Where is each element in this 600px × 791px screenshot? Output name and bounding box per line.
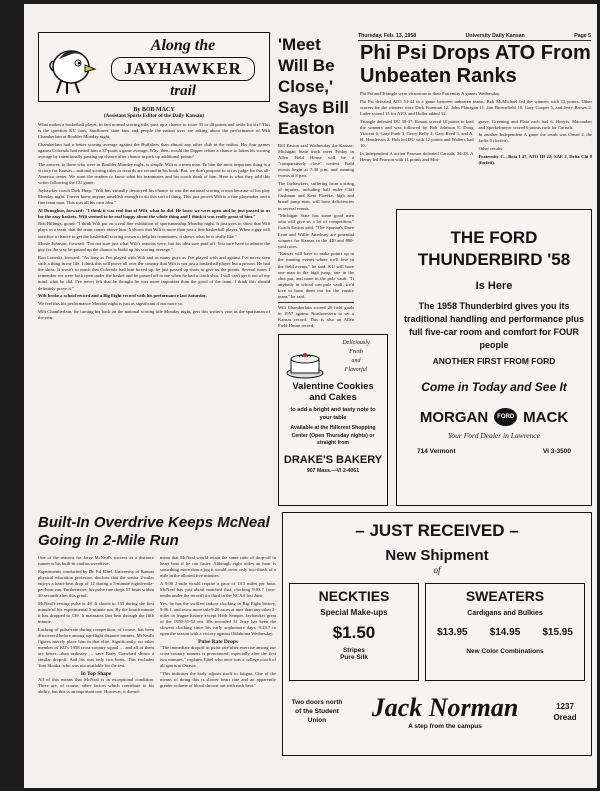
jayhawker-paragraph: Chamberlain had a better scoring average against the Buffaloes than almost any other club in the nation. His four games against Colorado had netted him a 37-point a game average. Why, then, would the Dipper refuse a chance to fatten his scoring average by intentionally passing up chance after chance to pick up additional points? bbox=[38, 141, 270, 160]
newspaper-page bbox=[24, 4, 597, 788]
jack-norman-logo: Jack Norman bbox=[371, 693, 519, 722]
sweaters-price: $15.95 bbox=[542, 627, 573, 638]
jayhawker-paragraph: What makes a basketball player, in fact normal scoring title, pass up a chance to score 35 or 40 points and settle for six? This is the question KU fans, Sunflower state fans and people the nation over are asking about the performance of Wilt Chamberlain at Boulder Monday night. bbox=[38, 122, 270, 140]
header-date: Thursday, Feb. 13, 1958 bbox=[358, 33, 417, 39]
tbird-address: 714 Vermont bbox=[417, 448, 456, 455]
sweaters-line: New Color Combinations bbox=[466, 648, 544, 655]
phipsi-paragraph: Phi Psi and Triangle were victorious in their Fraternity A games Wednesday. bbox=[360, 91, 501, 96]
sweaters-line: Cardigans and Bulkies bbox=[467, 610, 543, 617]
meet-paragraph: "Michigan State has some good men who will give us a lot of competition," Coach Easton said. "The Spartan's Dave Lean and Willie Atterbury are potential winners for Kansas in the 440 and 880-yard races. bbox=[278, 213, 354, 249]
drakes-line: Available at the Hillcrest Shopping Center (Open Thursday nights) or straight from bbox=[290, 425, 376, 446]
phipsi-paragraph: Phi Psi defeated ATO 53-44 in a game between unbeaten teams. Bob McMichael led the winners with 13 points. Other scorers for the winners were Dick Foreman 12, John Flanagan 11, Jim Brownfield 10, Gary Cooper 5, and Jerry Brown 2. Lader scored 13 for ATO, and Holler added 12. bbox=[360, 98, 592, 116]
tbird-line: Is Here bbox=[475, 280, 513, 292]
mcneal-story bbox=[38, 514, 276, 784]
mcneal-paragraph: All of this means that McNeal is in exceptional condition. There are, of course, other factors which contribute to his ability, but this is an important one. However, it doesn't bbox=[38, 677, 154, 695]
cake-icon bbox=[285, 347, 325, 381]
jayhawker-column bbox=[38, 32, 270, 510]
meet-paragraph: The Jayhawkers, suffering from a string of injuries, including half miler Cliff Cushman and Kent Floerke, high and broad jump man, will have deficiencies in several events. bbox=[278, 181, 354, 211]
thunderbird-ad bbox=[396, 209, 592, 506]
header-page: Page 5 bbox=[574, 33, 591, 39]
phipsi-paragraph: Other results: bbox=[478, 146, 504, 152]
ford-logo-icon: FORD bbox=[494, 408, 517, 426]
jack-address: Oread bbox=[553, 712, 577, 722]
tbird-dealer-tagline: Your Ford Dealer in Lawrence bbox=[447, 431, 541, 440]
jack-subheadline: New Shipment bbox=[385, 547, 489, 564]
tbird-line: ANOTHER FIRST FROM FORD bbox=[432, 356, 556, 366]
jayhawker-paragraph: We feel this his performance Monday night is just as significant if not more so. bbox=[38, 300, 184, 306]
mcneal-headline: Built-In Overdrive Keeps McNeal Going In 2-Mile Run bbox=[38, 514, 270, 549]
mcneal-paragraph: Experiments conducted by Dr. Ed Elbel, University of Kansas physical education professor, disclose that the senior 2-miler enjoys a heart-beat drop of 12 during a 5-minute eighth-mile-per-hour run. Furthermore, his pulse rate drops 57 beats within 30 seconds after this grind. bbox=[38, 568, 154, 599]
jayhawker-paragraph: Wilt Chamberlain, for turning his back on the national scoring title Monday night, gets this writer's vote as the sportsman of the year. bbox=[38, 308, 270, 320]
phipsi-headline: Phi Psi Drops ATO From Unbeaten Ranks bbox=[360, 42, 591, 87]
meet-paragraph: Bill Easton said Wednesday the Kansas-Michigan State track meet Friday in Allen Field House will be a "comparatively close" contest. Field events begin at 7:30 p.m. and running events at 8 p.m. bbox=[278, 143, 354, 179]
drakes-address: 907 Mass.—VI 2-4061 bbox=[306, 467, 360, 474]
tbird-line: The 1958 Thunderbird gives you its traditional handling and performance plus full five-car room and comfort for FOUR people bbox=[403, 301, 585, 350]
header-paper: University Daily Kansan bbox=[465, 33, 525, 39]
neckties-price: $1.50 bbox=[332, 623, 376, 642]
drakes-line: Fresh bbox=[349, 349, 363, 355]
mcneal-paragraph: "The immediate dropoff in pulse rate after exercise among our cross-country runners is pronounced, especially after the first two minutes," explains Elbel who once was a college coach of all sports at Ottawa. bbox=[160, 645, 276, 669]
page-header bbox=[358, 33, 591, 41]
phipsi-paragraph: grave, Greening and Platz each had 6. Hoeyis, Macomber and Sprekelmeyer scored 6 points each for Carruth. bbox=[478, 118, 592, 130]
jayhawker-banner bbox=[38, 32, 270, 102]
dealer-name-morgan: MORGAN bbox=[419, 408, 489, 426]
mcneal-paragraph: McNeal's resting pulse is 48. It shoots to 153 during the first minute of his experimental 5-minute run. By the fourth minute it has dropped to 139. It maintains that beat through the fifth minute. bbox=[38, 600, 154, 625]
drakes-headline: Valentine Cookies and Cakes bbox=[292, 381, 374, 403]
mcneal-subhead: Pulse Rate Drops bbox=[198, 639, 238, 645]
meet-paragraph: "Kansas will have to make points up in the running events where we'll lose in the field events," he said. KU will have one man in the high jump, one in the shot put, and none in the pole vault. "If anybody in school can pole vault, we'd love to have them out for the varsity team," he said. bbox=[278, 251, 354, 300]
neckties-title: NECKTIES bbox=[318, 588, 390, 604]
drakes-line: to add a bright and tasty note to your table bbox=[290, 407, 376, 421]
tbird-line: THE FORD bbox=[450, 228, 538, 247]
mcneal-paragraph: Lacking of pulse-rate during competition, of course, has been discovered before among top-flight distance runners. McNeal's figures merely place him in that elite. Significantly, no other member of KU's 1958 cross-country squad … and all of them are better—than ordinary … save Barry Crawford shows a similar dropoff. And his was only two beats. This excludes Tom Skutka, who was not available for the test. bbox=[38, 626, 154, 669]
jack-location: Two doors north of the Student Union bbox=[291, 699, 343, 724]
drakes-line: Flavorful bbox=[344, 367, 368, 373]
drakes-line: Deliciously bbox=[342, 340, 370, 346]
jayhawker-paragraph: Al Donoghue, forward: "I think it was real fine of Wilt, what he did. He knew we were open and he just passed to us for the easy baskets. Wilt seemed to be real happy about the whole thing and I think it was really great of him." bbox=[38, 207, 270, 219]
phipsi-paragraph: In another Independent A game the result was Oread 2, the Jacks 0 (forfeit). bbox=[478, 132, 592, 144]
tbird-phone: VI 3-3500 bbox=[542, 448, 571, 455]
neckties-line: Stripes bbox=[342, 647, 366, 654]
jack-norman-ad bbox=[282, 512, 592, 756]
jayhawker-paragraph: The answer, to those who were in Boulder Monday night, is simple. Wilt is a team man. To him the most important thing is a victory for Kansas—national scoring titles or records are second in his book. But, we don't propose to act as judge for this all-America center. We want the readers to know what his teammates and his coach think of him. Here is what they told this writer following the CU game: bbox=[38, 161, 270, 186]
sweaters-price: $14.95 bbox=[489, 627, 521, 638]
drakes-line: and bbox=[351, 358, 361, 364]
jayhawk-mascot-icon bbox=[45, 37, 97, 97]
jack-tagline: A step from the campus bbox=[408, 723, 482, 730]
jack-of: of bbox=[433, 565, 441, 575]
sweaters-box bbox=[425, 583, 585, 681]
meet-headline: 'Meet Will Be Close,' Says Bill Easton bbox=[278, 35, 349, 138]
phipsi-story bbox=[360, 42, 592, 202]
phipsi-paragraph: Fraternity C—Beta I 47, ATO III 22; SAE 2, Delta Chi 0 (forfeit). bbox=[478, 153, 592, 165]
meet-paragraph: Wilt Chamberlain scored 20 field goals in 1957 against Northwestern to set a Kansas record. This is also an Allen Field House record. bbox=[278, 304, 354, 328]
tbird-line: THUNDERBIRD '58 bbox=[417, 250, 571, 269]
mcneal-subhead: In Top Shape bbox=[80, 671, 112, 678]
jayhawker-role: (Assistant Sports Editor of the Daily Kansan) bbox=[103, 113, 205, 119]
tbird-line: Come in Today and See It bbox=[421, 380, 567, 394]
jayhawker-title-line1: Along the bbox=[150, 37, 216, 54]
meet-column bbox=[278, 34, 354, 334]
neckties-line: Special Make-ups bbox=[320, 608, 388, 617]
drakes-name: DRAKE'S BAKERY bbox=[283, 453, 383, 466]
phipsi-paragraph: In Independent A action Pearson defeated Carruth, 34-28. A Henry led Pearson with 11 points and Mos- bbox=[360, 150, 474, 162]
neckties-box bbox=[289, 583, 419, 681]
jack-address: 1237 bbox=[556, 701, 574, 711]
mcneal-paragraph: A 9:00 2-mile would require a pace of 13.3 miles per hour. McNeal has just about matched that, clocking 9:03.7 (two-tenths under the record) for third in the NCAA last June. bbox=[160, 580, 276, 599]
phipsi-paragraph: Triangle defeated DU 38-37. Rosant scored 18 points to lead the winners and was followed by Bob Johnson 8, Doug Vincent 6, Gary Funk 3, Gerry Kelly 4, Gary Reed 3, and A. H. Henderson 2. Holt led DU with 12 points and Walters had 10. bbox=[360, 118, 474, 148]
jayhawker-paragraph: Bob Billings, guard: "I think Wilt put on a real fine exhibition of sportsmanship Monday night. It just goes to show that Wilt plays as a team, that the team comes above him. It shows that Wilt is more than just a fine basketball player. When a guy will sacrifice a chance to get the basketball scoring crown to help his teammates, it shows what he is really like." bbox=[38, 221, 270, 239]
jayhawker-paragraph: Monte Johnson, forward: "I'm not sure just what Wilt's reasons were, but his idea sure paid off. You sure have to admire the guy for the way he passed up the chance to build up his scoring average." bbox=[38, 241, 270, 253]
sweaters-price: $13.95 bbox=[437, 627, 468, 638]
drakes-bakery-ad bbox=[278, 334, 388, 506]
mcneal-paragraph: "This indicates the body adjusts itself to fatigue. One of the means of doing this is slower heart rate and an apparently greater volume of blood thrown out with each beat." bbox=[160, 670, 276, 689]
jayhawker-paragraph: Wilt broke a school record and a Big Eight record with his performance last Saturday. bbox=[38, 293, 207, 299]
mcneal-paragraph: mean that McNeal would retain the same ratio of drop-off in heart beat if he ran faster. Although eight miles an hour is something more than a jog it would cover only two-thirds of a mile in the allotted five minutes. bbox=[160, 555, 276, 579]
jayhawker-byline: By BOB MACY bbox=[133, 107, 175, 113]
jayhawker-paragraph: Ron Loneski, forward: "As long as I've played with Wilt and as many guys as I've played with and against I've never seen such a thing in my life. I think this will prove all over the country that Wilt is not just a basketball player but a person. He had the shots. It wasn't so much that Colorado had him boxed up, he just passed up shots to give us the points. Several times I remember we were both open under the basket and he passed off to me when he had a cinch shot. I still can't get it out of my mind what he did. I've never felt that he thought he was more important than the good of the team. I think this should definitely prove it." bbox=[38, 255, 270, 291]
mcneal-paragraph: One of the reasons for Jerry McNeal's success as a distance runner is his built-in cardiac overdrive. bbox=[38, 555, 154, 567]
jayhawker-title-line3: trail bbox=[170, 83, 196, 99]
dealer-name-mack: MACK bbox=[523, 408, 569, 426]
jayhawker-title-line2: JAYHAWKER bbox=[111, 57, 255, 81]
mcneal-paragraph: Yes, he has the swiftest indoor clocking in Big Eight history, 9:06.1, and owns more sub-9:20 races at nine than any other 2-miler in league history except Herb Semper. Jayhawker great of the 1950-51-52 era. His recorded 31 Jerry has been the slowest clocking since his early sophomore days, 9:23.7 to open the season with a victory against Oklahoma Wednesday. bbox=[160, 600, 276, 637]
jack-headline: – JUST RECEIVED – bbox=[355, 521, 519, 540]
jayhawker-paragraph: Jayhawker coach Dick Harp: "Wilt has virtually destroyed his chance to win the national scoring crown because of his play Monday night. I never knew anyone unselfish enough to do this sort of thing. This just proves Wilt is a fine playmaker and a fine team man. This was all his own idea." bbox=[38, 187, 270, 205]
neckties-line: Pure Silk bbox=[340, 654, 368, 661]
sweaters-title: SWEATERS bbox=[465, 588, 545, 604]
